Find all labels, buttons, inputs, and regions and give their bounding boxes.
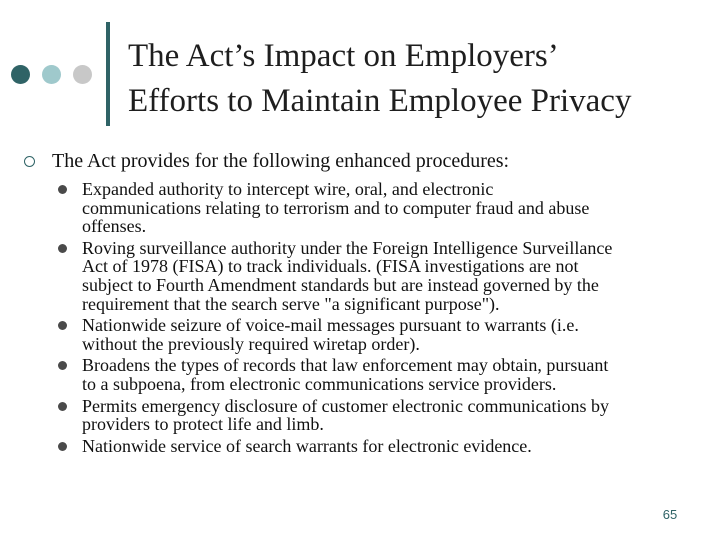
list-item xyxy=(82,397,712,434)
list-item xyxy=(82,356,712,393)
list-item xyxy=(82,316,712,353)
list-item-line: providers to protect life and limb. xyxy=(82,414,324,435)
list-item xyxy=(82,239,712,313)
list-item-line: requirement that the search serve "a significant purpose"). xyxy=(82,293,500,314)
slide-title-line-1: The Act’s Impact on Employers’ xyxy=(128,38,559,74)
list-item-line: communications relating to terrorism and to computer fraud and abuse xyxy=(82,197,590,218)
decorative-dot-dark xyxy=(11,65,30,84)
list-item-line: Expanded authority to intercept wire, oral, and electronic xyxy=(82,179,494,199)
list-item-line: subject to Fourth Amendment standards but are instead governed by the xyxy=(82,274,599,295)
list-item-line: Permits emergency disclosure of customer electronic communications by xyxy=(82,395,610,416)
circle-bullet-icon xyxy=(24,156,35,167)
decorative-dot-gray xyxy=(73,65,92,84)
list-item-line: Nationwide service of search warrants for electronic evidence. xyxy=(82,435,532,456)
slide-title-line-2: Efforts to Maintain Employee Privacy xyxy=(128,83,632,119)
slide-title xyxy=(128,34,713,124)
list-item-line: without the previously required wiretap order). xyxy=(82,333,420,354)
list-item-line: offenses. xyxy=(82,216,147,237)
bullet-icon xyxy=(58,185,67,194)
bullet-icon xyxy=(58,442,67,451)
procedure-list xyxy=(82,180,712,458)
bullet-icon xyxy=(58,321,67,330)
title-divider xyxy=(106,22,110,126)
list-item xyxy=(82,180,712,236)
list-item-line: to a subpoena, from electronic communications service providers. xyxy=(82,373,557,394)
list-item-line: Nationwide seizure of voice-mail messages pursuant to warrants (i.e. xyxy=(82,315,579,336)
list-item-line: Roving surveillance authority under the Foreign Intelligence Surveillance xyxy=(82,237,613,258)
list-item xyxy=(82,437,712,456)
bullet-icon xyxy=(58,402,67,411)
list-item-line: Broadens the types of records that law enforcement may obtain, pursuant xyxy=(82,355,609,376)
bullet-icon xyxy=(58,361,67,370)
decorative-dot-light xyxy=(42,65,61,84)
intro-text: The Act provides for the following enhanced procedures: xyxy=(52,150,510,172)
page-number: 65 xyxy=(662,507,678,522)
list-item-line: Act of 1978 (FISA) to track individuals. (FISA investigations are not xyxy=(82,256,579,277)
bullet-icon xyxy=(58,244,67,253)
